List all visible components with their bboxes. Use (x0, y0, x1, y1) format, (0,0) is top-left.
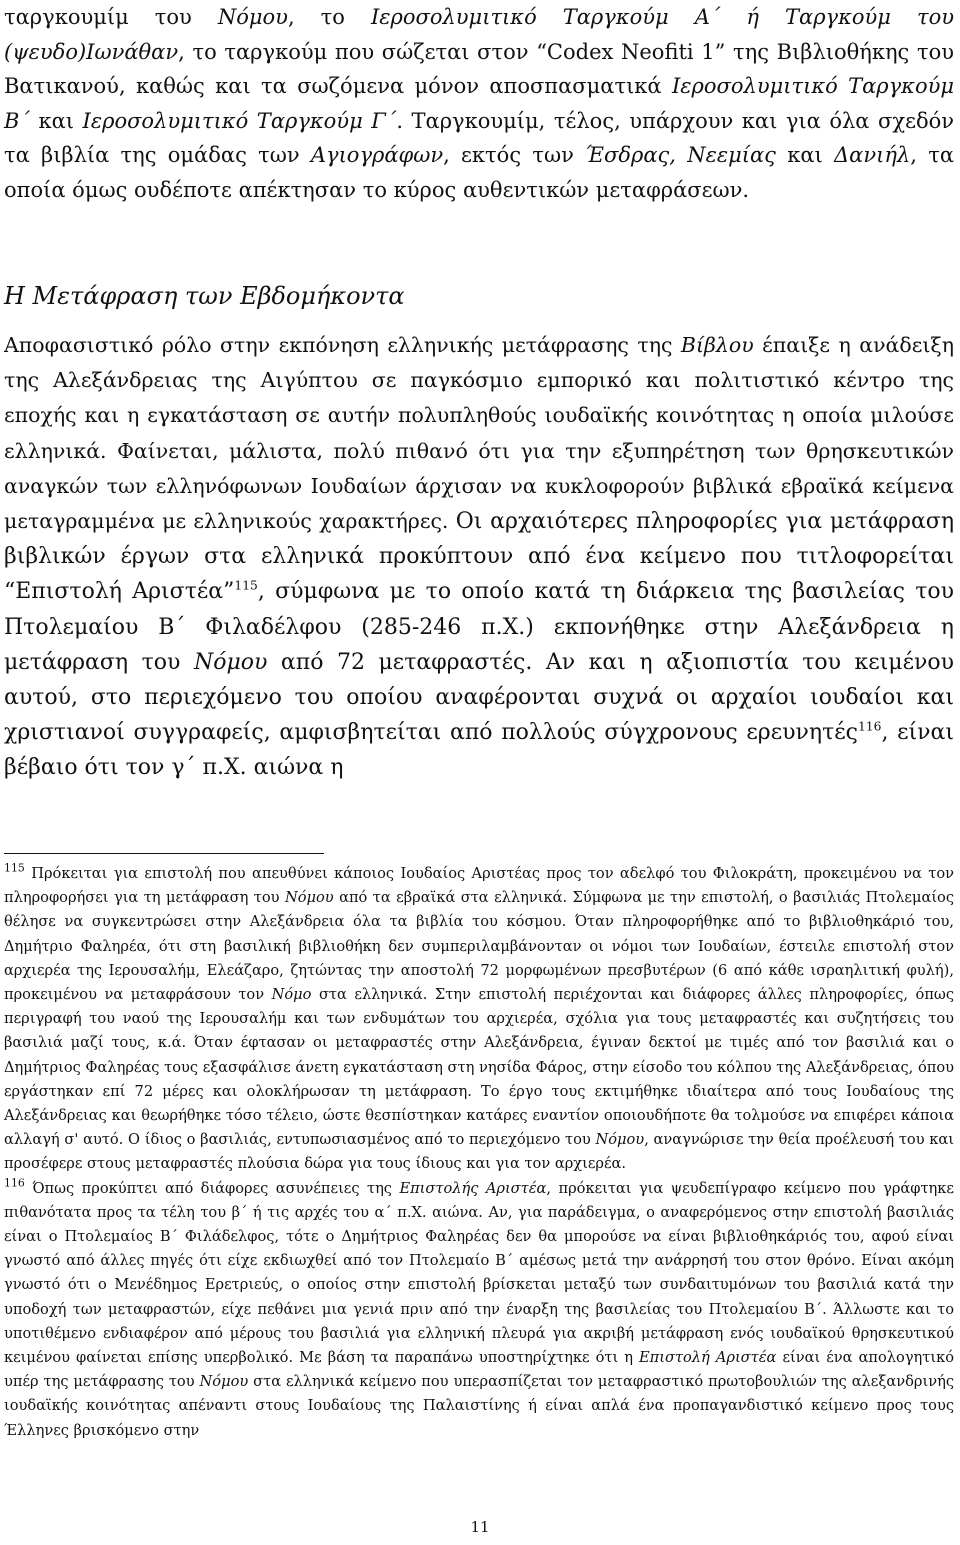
italic-term: Αγιογράφων (310, 143, 444, 168)
text-span: είναι ένα απολογητικό υπέρ της μετάφρασης του (4, 1349, 955, 1391)
italic-term: Ιεροσολυμιτικό Ταργκούμ Γ΄ (82, 108, 397, 133)
page-number: 11 (470, 1518, 490, 1536)
text-span: , πρόκειται για ψευδεπίγραφο κείμενο που γράφτηκε πιθανότατα προς τα τέλη του β΄ ή τις αρχές του α΄ π.Χ. αιώνα. Αν, για παράδειγμα, ο αναφερόμενος στην επιστολή βασιλιάς είναι ο Πτολεμαίος Β΄ Φιλάδελφος, τότε ο Δημήτριος Φαληρέας δεν θα μπορούσε να είναι βιβλιοθηκάριός του, αφού είναι γνωστό από άλλες πηγές ότι είχε εκδιωχθεί από τον Πτολεμαίο Β΄ αμέσως μετά την ανάρρησή του στον θρόνο. Είναι ακόμη γνωστό ότι ο Μενέδημος Ερετριεύς, ο οποίος στην επιστολή βρίσκεται μεταξύ των συνδαιτυμόνων του βασιλιά κατά την υποδοχή των μεταφραστών, είχε πεθάνει μια γενιά πριν από την έναρξη της βασιλείας του Πτολεμαίου Β΄. Άλλωστε και το υποτιθέμενο ενδιαφέρον από μέρους του βασιλιά για ελληνική πλευρά για ακριβή μετάφραση ενός ιουδαϊκού θρησκευτικού κειμένου φαίνεται επίσης υπερβολικό. Με βάση τα παραπάνω υποστηρίχτηκε ότι η (4, 1179, 954, 1367)
italic-term: Ιεροσολυμιτικό Ταργκούμ Α΄ ή Ταργκούμ του (ψευδο)Ιωνάθαν (4, 5, 954, 64)
footnote-number: 115 (4, 861, 25, 875)
text-span: . Ταργκουμίμ, τέλος, υπάρχουν και για όλα σχεδόν τα βιβλία της ομάδας των (4, 108, 955, 168)
footnote-ref-116[interactable]: 116 (857, 719, 882, 734)
italic-term: Επιστολή Αριστέα (639, 1349, 777, 1367)
footnote-115 (4, 862, 954, 1177)
italic-term: Νόμου (284, 889, 334, 907)
text-span: από τα εβραϊκά στα ελληνικά. Σύμφωνα με την επιστολή, ο βασιλιάς Πτολεμαίος θέλησε να συγκεντρώσει στην Αλεξάνδρεια όλα τα βιβλία του κόσμου. Όταν πληροφορήθηκε από το βιβλιοθηκάριό του, Δημήτριο Φαληρέα, ότι στη βασιλική βιβλιοθήκη δεν συμπεριλαμβάνονταν οι νόμοι των Ιουδαίων, έστειλε επιστολή στον αρχιερέα της Ιερουσαλήμ, Ελεάζαρο, ζητώντας την αποστολή 72 μορφωμένων πρεσβυτέρων (6 από κάθε ισραηλιτική φυλή), προκειμένου να μεταφράσουν τον (4, 889, 954, 1004)
italic-term: Δανιήλ (834, 143, 911, 168)
italic-term: Νόμου (217, 5, 288, 29)
text-span: Οι αρχαιότερες πληροφορίες για μετάφραση βιβλικών έργων στα ελληνικά προκύπτουν από ένα κείμενο που τιτλοφορείται “Επιστολή Αριστέα” (4, 509, 954, 605)
footnote-ref-115[interactable]: 115 (234, 578, 258, 593)
text-span: , το ταργκούμ που σώζεται στον “Codex Neofiti 1” της Βιβλιοθήκης του Βατικανού, καθώς και τα σωζόμενα μόνον αποσπασματικά (4, 39, 954, 99)
italic-term: Νόμου (595, 1131, 645, 1149)
text-span: , αναγνώρισε την θεία προέλευσή του και προσέφερε στους μεταφραστές πλούσια δώρα για τους ίδιους και για τον αρχιερέα. (4, 1131, 954, 1173)
footnote-number: 116 (4, 1176, 25, 1190)
section-heading: Η Μετάφραση των Εβδομήκοντα (4, 282, 405, 310)
italic-term: Νόμου (199, 1373, 249, 1391)
italic-term: Ιεροσολυμιτικό Ταργκούμ Β΄ (4, 74, 955, 133)
italic-term: Νόμου (193, 649, 268, 675)
footnotes (4, 862, 954, 1443)
text-span: , το (287, 5, 371, 29)
text-span: ταργκουμίμ του (4, 5, 218, 29)
text-span: , σύμφωνα με το οποίο κατά τη διάρκεια της βασιλείας του Πτολεμαίου Β΄ Φιλαδέλφου (285-246 π.Χ.) εκπονήθηκε στην Αλεξάνδρεια η μετάφραση του (4, 579, 954, 675)
text-span: , εκτός των (443, 143, 586, 168)
text-span: Όπως προκύπτει από διάφορες ασυνέπειες της (24, 1179, 400, 1197)
italic-term: Νόμο (271, 986, 312, 1004)
text-span: , τα οποία όμως ουδέποτε απέκτησαν το κύρος αυθεντικών μεταφράσεων. (4, 143, 954, 202)
text-span: στα ελληνικά κείμενο που υπερασπίζεται τον μεταφραστικό πρωτοβουλιών της αλεξανδρινής ιουδαϊκής κοινότητας απέναντι στους Ιουδαίους της Παλαιστίνης ή είναι απλά ένα προπαγανδιστικό κείμενο προς τους Έλληνες βρισκόμενο στην (4, 1373, 955, 1439)
text-span: στα ελληνικά. Στην επιστολή περιέχονται και διάφορες άλλες πληροφορίες, όπως περιγραφή του ναού της Ιερουσαλήμ και των ενδυμάτων του αρχιερέα, σχόλια για τους μεταφραστές και συζητήσεις του βασιλιά μαζί τους, κ.ά. Όταν έφτασαν οι μεταφραστές στην Αλεξάνδρεια, έγιναν δεκτοί με τιμές από τον βασιλιά και ο Δημήτριος Φαληρέας τους εξασφάλισε άνετη εγκατάσταση στη νησίδα Φάρος, στην είσοδο του κόλπου της Αλεξάνδρειας, όπου εργάστηκαν επί 72 μέρες και ολοκλήρωσαν τη μετάφραση. Το έργο τους εκτιμήθηκε ιδιαίτερα από τους Ιουδαίους της Αλεξάνδρειας και θεωρήθηκε τόσο τέλειο, ώστε θεσπίστηκαν κατάρες εναντίον οποιουδήποτε θα τολμούσε να επιφέρει κάποια αλλαγή σ' αυτό. Ο ίδιος ο βασιλιάς, εντυπωσιασμένος από το περιεχόμενο του (4, 986, 954, 1149)
text-span: Αποφασιστικό ρόλο στην εκπόνηση ελληνικής μετάφρασης της (4, 333, 681, 357)
footnote-separator (4, 853, 324, 854)
text-span: έπαιξε η ανάδειξη της Αλεξάνδρειας της Αιγύπτου σε παγκόσμιο εμπορικό και πολιτιστικό κέντρο της εποχής και η εγκατάσταση σε αυτήν πολυπληθούς ιουδαϊκής κοινότητας η οποία μιλούσε ελληνικά. Φαίνεται, μάλιστα, πολύ πιθανό ότι για την εξυπηρέτηση των θρησκευτικών αναγκών των ελληνόφωνων Ιουδαίων άρχισαν να κυκλοφορούν βιβλικά εβραϊκά κείμενα μεταγραμμένα με ελληνικούς χαρακτήρες. (4, 333, 954, 534)
text-span: και (775, 143, 835, 168)
text-span: από 72 μεταφραστές. Αν και η αξιοπιστία του κειμένου αυτού, στο περιεχόμενο του οποίου αναφέρονται συχνά οι αρχαίοι ιουδαίοι και χριστιανοί συγγραφείς, αμφισβητείται από πολλούς σύγχρονους ερευνητές (4, 649, 954, 746)
text-span: Πρόκειται για επιστολή που απευθύνει κάποιος Ιουδαίος Αριστέας προς τον αδελφό του Φιλοκράτη, προκειμένου να τον πληροφορήσει για τη μετάφραση του (4, 865, 954, 907)
text-span: και (29, 108, 83, 133)
italic-term: Επιστολής Αριστέα (399, 1179, 547, 1197)
body-paragraph-targumim (4, 0, 954, 208)
footnote-116 (4, 1177, 954, 1443)
italic-term: Έσδρας, Νεεμίας (585, 143, 776, 168)
body-paragraph-septuagint (4, 328, 954, 786)
text-span: , είναι βέβαιο ότι τον γ΄ π.Χ. αιώνα η (4, 720, 954, 781)
italic-term: Βίβλου (680, 333, 754, 357)
